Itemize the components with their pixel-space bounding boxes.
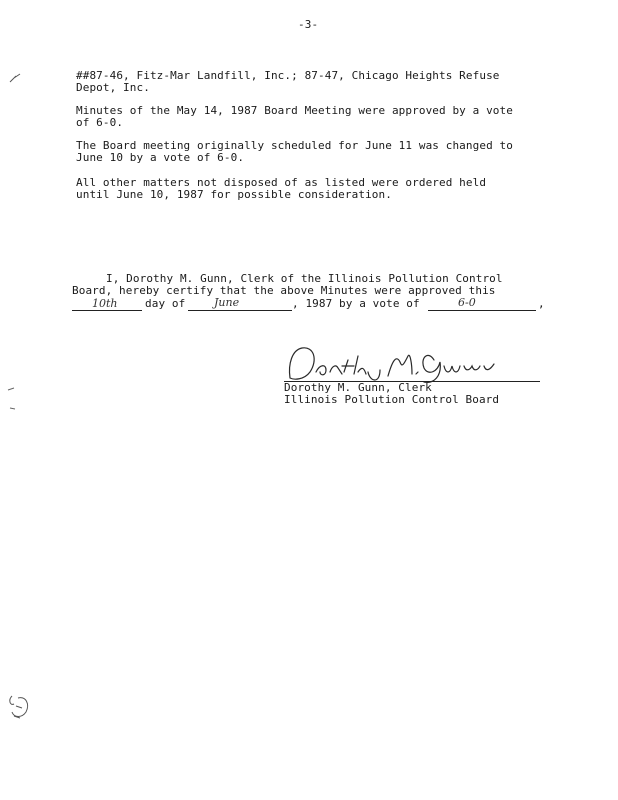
signer-name: Dorothy M. Gunn, Clerk — [284, 381, 432, 394]
paragraph-minutes-approval: Minutes of the May 14, 1987 Board Meeting were approved by a vote of 6-0. — [76, 104, 513, 129]
certification-line-2: Board, hereby certify that the above Minutes were approved this — [72, 284, 496, 297]
handwritten-signature — [284, 342, 504, 384]
certification-line-1: I, Dorothy M. Gunn, Clerk of the Illinois Pollution Control — [106, 272, 503, 285]
margin-mark-top — [8, 72, 22, 84]
month-blank — [188, 298, 292, 311]
handwritten-month: June — [214, 296, 240, 309]
paragraph-case-listing: ##87-46, Fitz-Mar Landfill, Inc.; 87-47, Chicago Heights Refuse Depot, Inc. — [76, 69, 500, 94]
vote-blank — [428, 298, 536, 311]
scan-stamp-mark — [6, 692, 34, 722]
day-of-label: day of — [145, 297, 186, 310]
paragraph-meeting-change: The Board meeting originally scheduled for June 11 was changed to June 10 by a vote of 6-0. — [76, 139, 513, 164]
paragraph-other-matters: All other matters not disposed of as listed were ordered held until June 10, 1987 for possible consideration. — [76, 176, 487, 201]
end-comma: , — [538, 297, 545, 310]
signer-title: Illinois Pollution Control Board — [284, 393, 500, 406]
handwritten-day: 10th — [92, 297, 118, 310]
handwritten-vote: 6-0 — [458, 296, 476, 309]
year-vote-label: , 1987 by a vote of — [292, 297, 420, 310]
margin-mark-middle — [6, 384, 18, 414]
page-number: -3- — [298, 18, 319, 31]
